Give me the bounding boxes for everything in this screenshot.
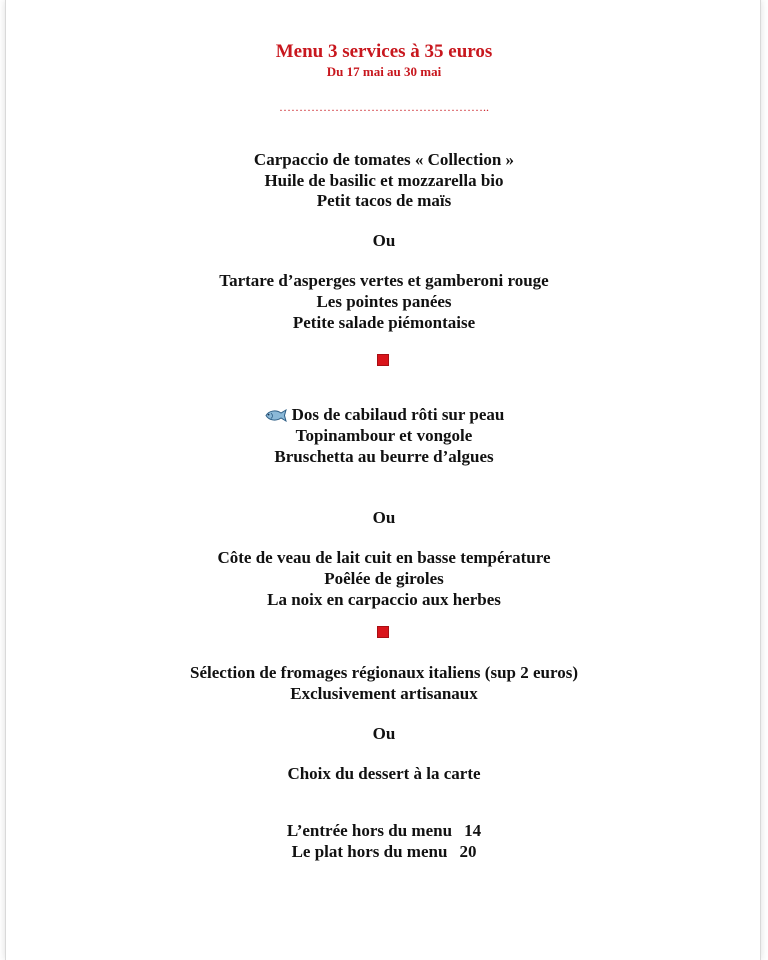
menu-title: Menu 3 services à 35 euros	[275, 41, 493, 62]
dessert-or: Ou	[372, 724, 396, 743]
dotted-divider: ……………………………………………..	[279, 100, 489, 114]
main-2-line-2: Poêlée de giroles	[324, 569, 444, 588]
price-row-main	[0, 842, 768, 862]
section-separator-2	[377, 626, 389, 638]
main-1-line-1	[0, 405, 768, 427]
menu-dates: Du 17 mai au 30 mai	[326, 64, 442, 79]
section-separator-1	[377, 354, 389, 366]
menu-page	[6, 0, 760, 960]
main-or: Ou	[372, 508, 396, 527]
starter-or: Ou	[372, 231, 396, 250]
starter-1-line-3: Petit tacos de maïs	[316, 191, 452, 210]
dessert-1-line-2: Exclusivement artisanaux	[290, 684, 478, 703]
fish-icon	[264, 407, 288, 427]
main-2-line-1: Côte de veau de lait cuit en basse température	[217, 548, 551, 567]
price-row-starter	[0, 821, 768, 841]
main-1-line-1-text: Dos de cabilaud rôti sur peau	[291, 405, 505, 424]
dessert-1-line-1: Sélection de fromages régionaux italiens (sup 2 euros)	[190, 663, 578, 682]
starter-2-line-1: Tartare d’asperges vertes et gamberoni rouge	[219, 271, 549, 290]
price-value: 14	[464, 821, 482, 840]
starter-1-line-1: Carpaccio de tomates « Collection »	[253, 150, 515, 169]
price-label: L’entrée hors du menu	[286, 821, 453, 840]
dessert-2-line-1: Choix du dessert à la carte	[287, 764, 481, 783]
starter-2-line-2: Les pointes panées	[316, 292, 452, 311]
main-2-line-3: La noix en carpaccio aux herbes	[267, 590, 501, 609]
price-label: Le plat hors du menu	[291, 842, 448, 861]
main-1-line-3: Bruschetta au beurre d’algues	[274, 447, 494, 466]
main-1-line-2: Topinambour et vongole	[295, 426, 473, 445]
starter-2-line-3: Petite salade piémontaise	[292, 313, 476, 332]
price-value: 20	[459, 842, 477, 861]
starter-1-line-2: Huile de basilic et mozzarella bio	[264, 171, 504, 190]
